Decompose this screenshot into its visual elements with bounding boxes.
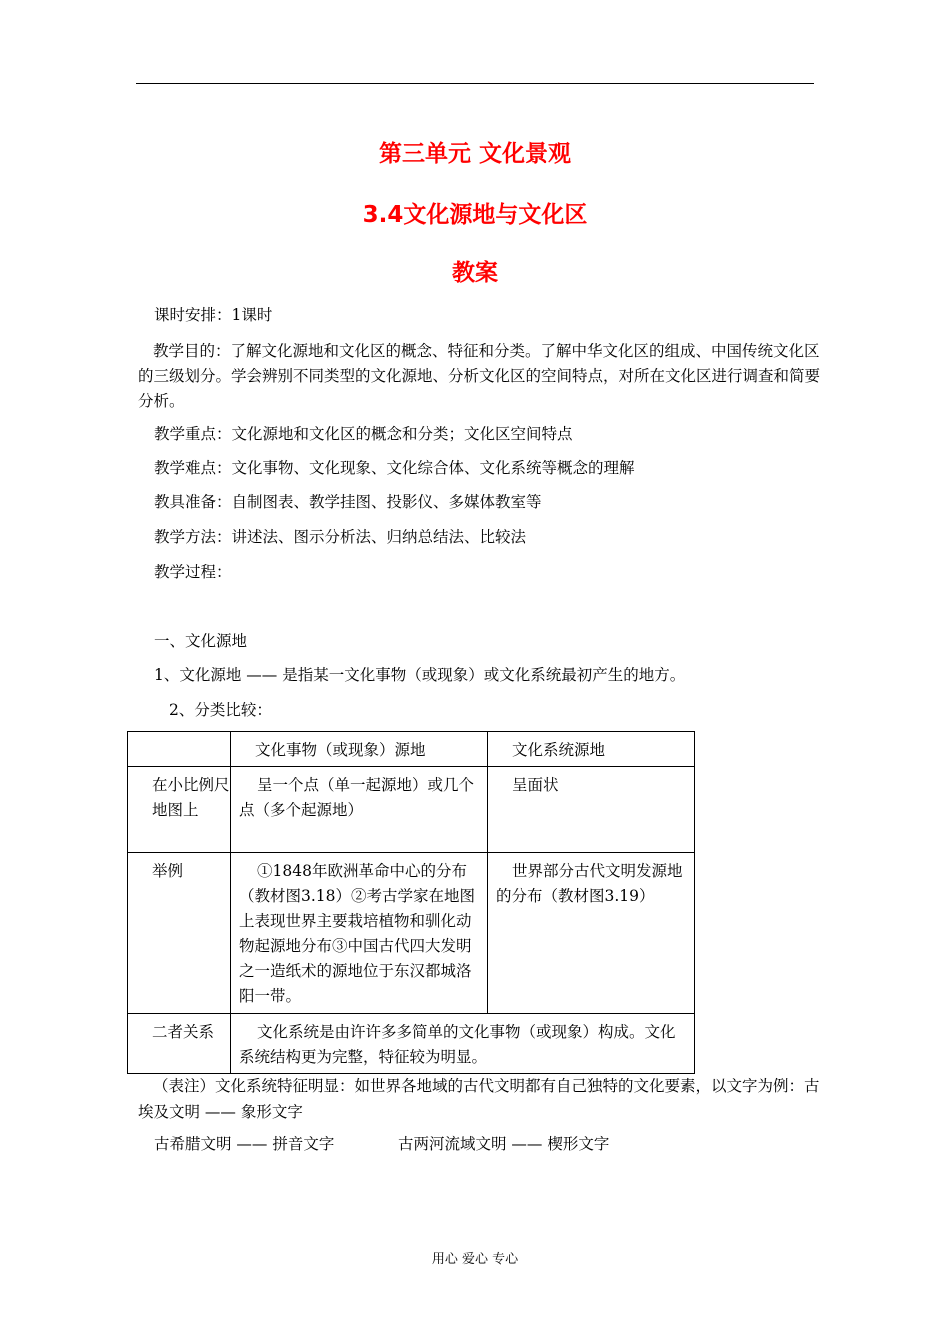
note-example-greek: 古希腊文明 —— 拼音文字 <box>154 1135 335 1153</box>
note-example-mesopotamia: 古两河流域文明 —— 楔形文字 <box>398 1135 610 1153</box>
lesson-title: 3.4文化源地与文化区 <box>362 202 588 228</box>
definition-line: 1、文化源地 —— 是指某一文化事物（或现象）或文化系统最初产生的地方。 <box>154 666 686 684</box>
row-label: 在小比例尺地图上 <box>128 767 231 853</box>
row-label: 二者关系 <box>128 1014 231 1074</box>
header-label: 文化系统源地 <box>512 741 606 759</box>
doc-type-title: 教案 <box>452 260 498 286</box>
key-points-line: 教学重点：文化源地和文化区的概念和分类；文化区空间特点 <box>154 425 573 443</box>
difficulties-line: 教学难点：文化事物、文化现象、文化综合体、文化系统等概念的理解 <box>154 459 635 477</box>
table-header-cell <box>128 732 231 767</box>
cell-text: 呈一个点（单一起源地）或几个点（多个起源地） <box>239 776 475 819</box>
teaching-goal: 教学目的：了解文化源地和文化区的概念、特征和分类。了解中华文化区的组成、中国传统文化区的三级划分。学会辨别不同类型的文化源地、分析文化区的空间特点，对所在文化区进行调查和简要分析。 <box>138 342 821 410</box>
table-header-cell <box>231 732 488 767</box>
schedule-line: 课时安排：1课时 <box>154 306 273 324</box>
table-row <box>128 1014 695 1074</box>
header-rule <box>136 83 814 84</box>
table-cell <box>488 767 695 853</box>
row-label: 举例 <box>128 853 231 1014</box>
table-row <box>128 853 695 1014</box>
cell-text: 文化系统是由许许多多简单的文化事物（或现象）构成。文化系统结构更为完整，特征较为明显。 <box>239 1023 676 1066</box>
methods-line: 教学方法：讲述法、图示分析法、归纳总结法、比较法 <box>154 528 527 546</box>
tools-line: 教具准备：自制图表、教学挂图、投影仪、多媒体教室等 <box>154 493 542 511</box>
comparison-table <box>127 731 695 1074</box>
cell-text: ①1848年欧洲革命中心的分布（教材图3.18）②考古学家在地图上表现世界主要栽培植物和驯化动物起源地分布③中国古代四大发明之一造纸术的源地位于东汉都城洛阳一带。 <box>239 862 476 1005</box>
table-cell <box>231 1014 695 1074</box>
table-row <box>128 767 695 853</box>
table-cell <box>231 853 488 1014</box>
cell-text: 呈面状 <box>512 776 559 794</box>
unit-title: 第三单元 文化景观 <box>378 141 571 167</box>
classification-line: 2、分类比较： <box>169 701 272 719</box>
section-heading: 一、文化源地 <box>154 632 248 650</box>
process-line: 教学过程： <box>154 563 232 581</box>
table-note: （表注）文化系统特征明显：如世界各地域的古代文明都有自己独特的文化要素，以文字为例：古埃及文明 —— 象形文字 <box>138 1077 820 1121</box>
page-footer: 用心 爱心 专心 <box>431 1252 519 1267</box>
table-cell <box>488 853 695 1014</box>
header-label: 文化事物（或现象）源地 <box>255 741 426 759</box>
table-cell <box>231 767 488 853</box>
table-header-row <box>128 732 695 767</box>
table-header-cell <box>488 732 695 767</box>
cell-text: 世界部分古代文明发源地的分布（教材图3.19） <box>496 862 683 905</box>
